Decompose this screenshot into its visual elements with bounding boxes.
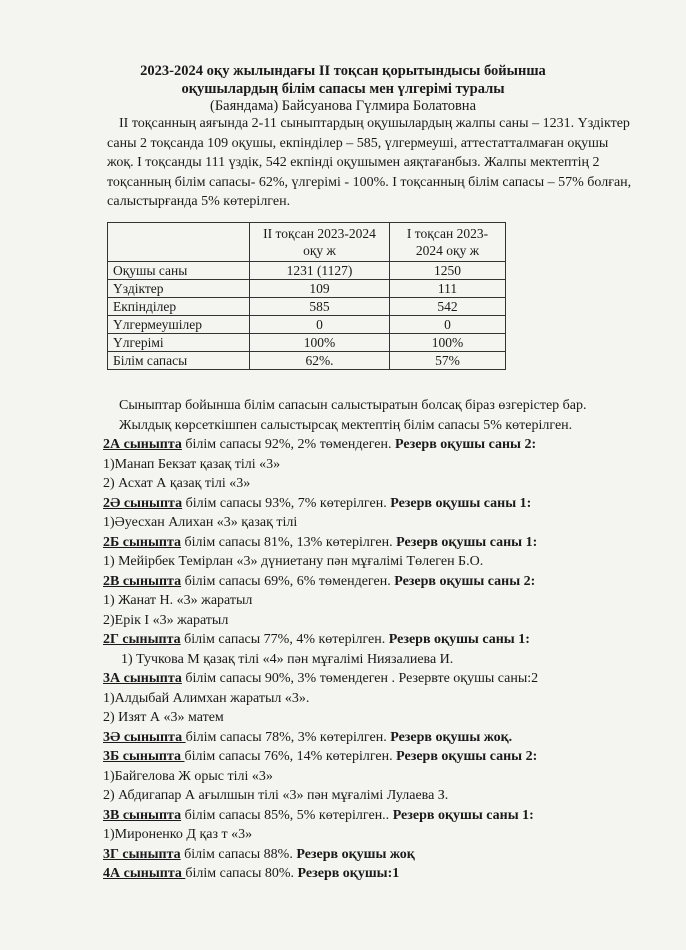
reserve-label: Резерв оқушы саны 2:	[396, 749, 538, 764]
class-result-text: білім сапасы 93%, 7% көтерілген.	[182, 495, 391, 511]
list-item: 1)Әуесхан Алихан «3» қазақ тілі	[103, 515, 298, 530]
class-result-line	[103, 435, 643, 455]
table-cell: 100%	[250, 334, 390, 352]
list-item: 1) Тучкова М қазақ тілі «4» пән мұғалімі Ниязалиева И.	[121, 651, 454, 667]
document-title-line1: 2023-2024 оқу жылындағы II тоқсан қорытындысы бойынша	[140, 63, 546, 79]
reserve-label: Резерв оқушы саны 1:	[396, 534, 538, 550]
reserve-label: Резерв оқушы саны 1:	[388, 632, 530, 647]
reserve-label: Резерв оқушы саны 1:	[392, 807, 534, 823]
table-cell: Үздіктер	[108, 280, 250, 298]
table-row	[108, 316, 506, 334]
class-result-text: білім сапасы 69%, 6% төмендеген.	[181, 573, 395, 589]
class-name: 2Б сыныпта	[103, 534, 182, 550]
table-cell: Білім сапасы	[108, 352, 250, 370]
class-result-line	[103, 728, 643, 748]
document-title-line2: оқушылардың білім сапасы мен үлгерімі туралы	[181, 81, 505, 97]
table-header-cell: II тоқсан 2023-2024 оқу ж	[250, 223, 390, 262]
class-result-line	[103, 864, 643, 884]
list-item: 2)Ерік І «3» жаратыл	[103, 612, 229, 628]
list-item: 1)Байгелова Ж орыс тілі «3»	[103, 768, 273, 784]
table-row	[108, 262, 506, 280]
reserve-label: Резерв оқушы саны 2:	[394, 437, 537, 452]
table-row	[108, 334, 506, 352]
class-name: 3А сыныпта	[103, 671, 182, 686]
reserve-label: Резерв оқушы жоқ	[296, 846, 415, 862]
reserve-label: Резерв оқушы саны 1:	[390, 495, 532, 511]
class-result-text: білім сапасы 81%, 13% көтерілген.	[181, 534, 397, 550]
class-result-text: білім сапасы 78%, 3% көтерілген.	[185, 729, 391, 745]
class-result-line	[103, 630, 643, 650]
table-header-cell: I тоқсан 2023-2024 оқу ж	[390, 223, 506, 262]
list-item: 1)Манап Бекзат қазақ тілі «3»	[103, 456, 281, 472]
class-name: 3Г сыныпта	[103, 846, 181, 862]
class-name: 2Ә сыныпта	[103, 495, 183, 511]
table-row	[108, 280, 506, 298]
class-name: 2В сыныпта	[103, 573, 182, 589]
annual-comparison-paragraph: Жылдық көрсеткішпен салыстырсақ мектептің білім сапасы 5% көтерілген.	[119, 417, 573, 433]
class-result-line	[103, 669, 643, 689]
class-result-text: білім сапасы 88%.	[180, 846, 297, 862]
class-result-line	[103, 572, 643, 592]
class-result-text: білім сапасы 85%, 5% көтерілген..	[181, 807, 393, 823]
intro-paragraph: II тоқсанның аяғында 2-11 сыныптардың оқушылардың жалпы саны – 1231. Үздіктер саны 2 тоқсанда 109 оқушы, екпінділер – 585, үлгермеуші, аттестатталмаған оқушы жоқ. I тоқсанды 111 үздік, 542 екпінді оқушымен аяқтағанбыз. Жалпы мектептің 2 тоқсанның білім сапасы- 62%, үлгерімі - 100%. I тоқсанның білім сапасы – 57% болған, салыстырғанда 5% көтерілген.	[107, 116, 632, 210]
class-result-line	[103, 845, 643, 865]
table-cell: 542	[390, 298, 506, 316]
list-item: 1)Мироненко Д қаз т «3»	[103, 827, 253, 842]
reserve-label: Резерв оқушы жоқ.	[390, 729, 513, 745]
table-cell: 0	[250, 316, 390, 334]
document-author: (Баяндама) Байсуанова Гүлмира Болатовна	[209, 98, 477, 114]
comparison-paragraph: Сыныптар бойынша білім сапасын салыстыратын болсақ біраз өзгерістер бар.	[119, 398, 587, 413]
list-item: 2) Изят А «3» матем	[103, 710, 224, 725]
class-result-text: білім сапасы 90%, 3% төмендеген . Резервте оқушы саны:2	[181, 671, 539, 686]
table-cell: 0	[390, 316, 506, 334]
class-result-line	[103, 533, 643, 553]
table-cell: 585	[250, 298, 390, 316]
class-result-text: білім сапасы 80%.	[185, 866, 298, 881]
class-name: 2Г сыныпта	[103, 632, 181, 647]
table-cell: Үлгермеушілер	[108, 316, 250, 334]
reserve-label: Резерв оқушы:1	[297, 866, 400, 881]
class-result-text: білім сапасы 92%, 2% төмендеген.	[181, 437, 395, 452]
list-item: 2) Абдигапар А ағылшын тілі «3» пән мұғалімі Лулаева З.	[103, 788, 449, 803]
table-cell: 62%.	[250, 352, 390, 370]
class-name: 2А сыныпта	[103, 437, 182, 452]
table-cell: 1231 (1127)	[250, 262, 390, 280]
list-item: 2) Асхат А қазақ тілі «3»	[103, 476, 251, 491]
table-cell: 1250	[390, 262, 506, 280]
table-cell: 111	[390, 280, 506, 298]
table-cell: 57%	[390, 352, 506, 370]
class-name: 4А сыныпта	[103, 866, 186, 881]
list-item: 1) Мейірбек Темірлан «3» дүниетану пән мұғалімі Төлеген Б.О.	[103, 554, 484, 569]
table-row	[108, 298, 506, 316]
table-cell: Оқушы саны	[108, 262, 250, 280]
table-cell: Екпінділер	[108, 298, 250, 316]
reserve-label: Резерв оқушы саны 2:	[394, 573, 536, 589]
table-cell: Үлгерімі	[108, 334, 250, 352]
results-table	[107, 222, 506, 370]
class-result-line	[103, 806, 643, 826]
table-header-row	[108, 223, 506, 262]
class-name: 3В сыныпта	[103, 807, 182, 823]
class-results-section	[103, 396, 643, 884]
table-row	[108, 352, 506, 370]
list-item: 1)Алдыбай Алимхан жаратыл «3».	[103, 690, 310, 706]
class-name: 3Б сыныпта	[103, 749, 185, 764]
table-cell: 100%	[390, 334, 506, 352]
class-result-line	[103, 747, 643, 767]
table-cell: 109	[250, 280, 390, 298]
list-item: 1) Жанат Н. «3» жаратыл	[103, 593, 253, 608]
class-result-line	[103, 494, 643, 514]
class-result-text: білім сапасы 76%, 14% көтерілген.	[184, 749, 397, 764]
class-name: 3Ә сыныпта	[103, 729, 186, 745]
class-result-text: білім сапасы 77%, 4% көтерілген.	[180, 632, 389, 647]
table-header-cell	[108, 223, 250, 262]
